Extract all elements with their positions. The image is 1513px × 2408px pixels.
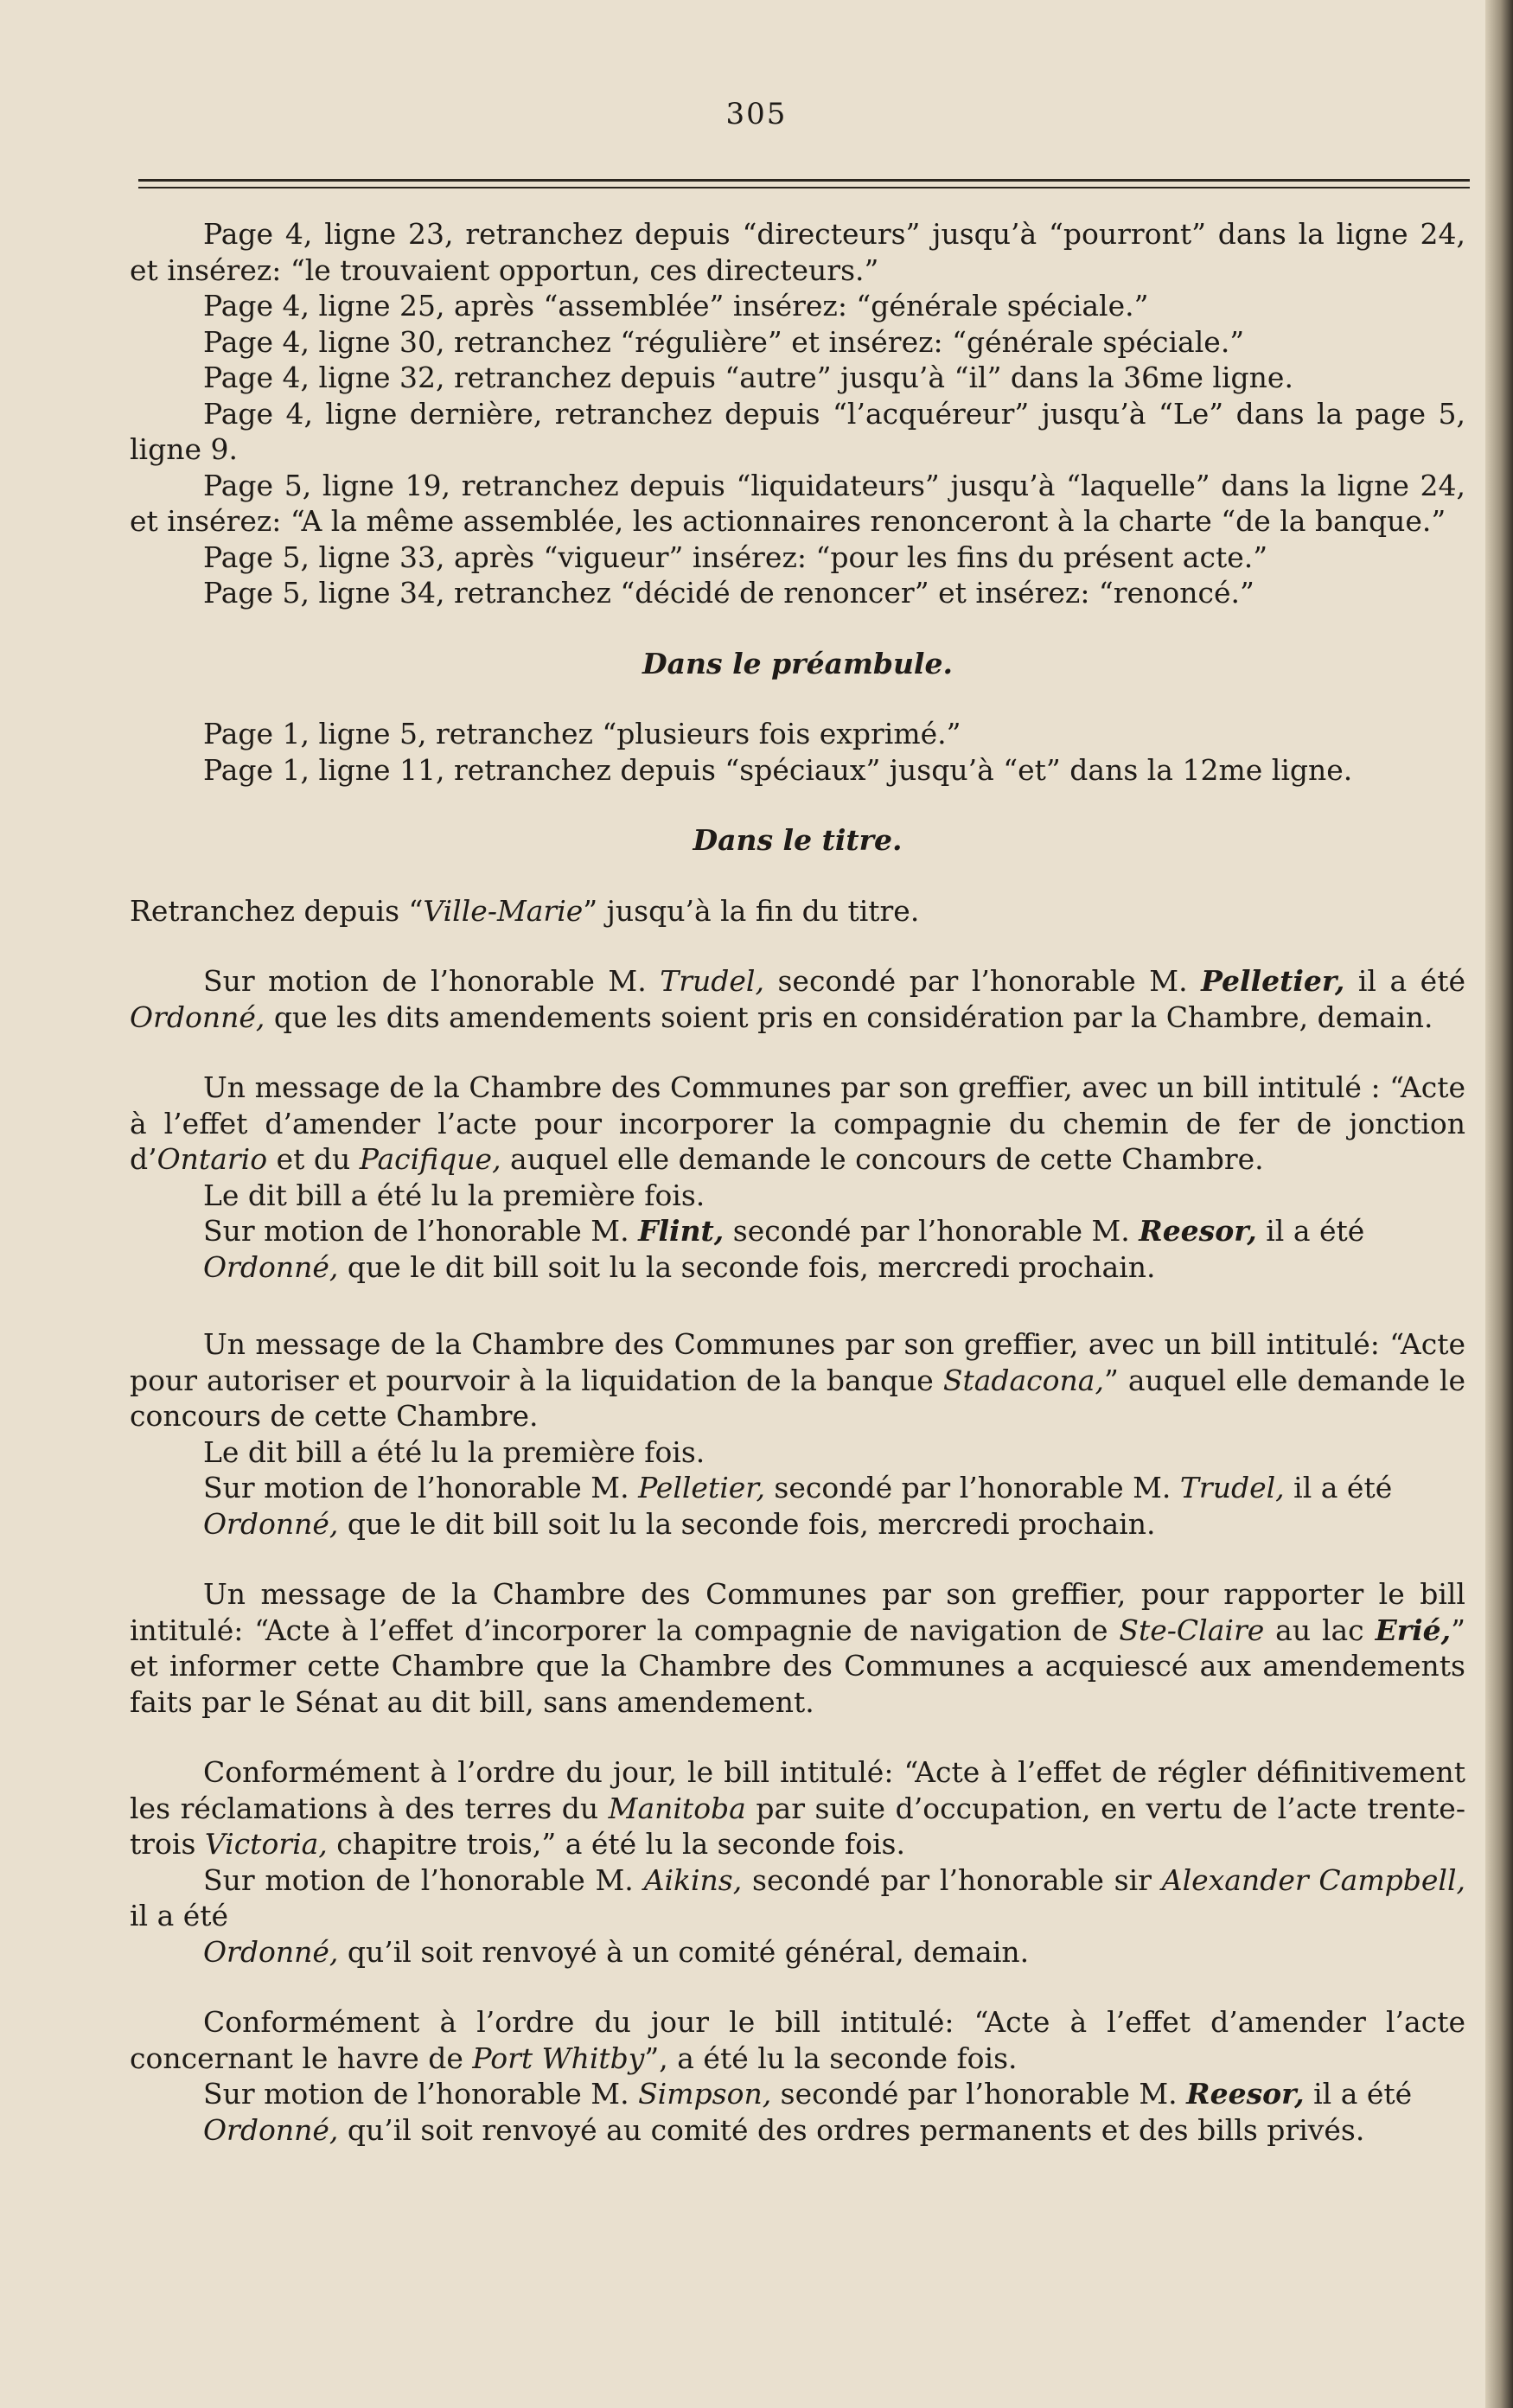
amendment-line: Page 4, ligne 30, retranchez “régulière” et insérez: “générale spéciale.”: [203, 324, 1245, 359]
message-paragraph: Un message de la Chambre des Communes par son greffier, avec un bill intitulé : “Acte à l’effet d’amender l’acte pour incorporer la compagnie du chemin de fer de jonction d’Ontario et du Pacifique, auquel elle demande le concours de cette Chambre.: [130, 1070, 1465, 1176]
page-edge-shadow: [1485, 0, 1513, 2408]
page-number: 305: [725, 97, 788, 131]
order-line: Ordonné, qu’il soit renvoyé au comité des ordres permanents et des bills privés.: [203, 2112, 1365, 2147]
message-paragraph: Un message de la Chambre des Communes par son greffier, avec un bill intitulé: “Acte pour autoriser et pourvoir à la liquidation de la banque Stadacona,” auquel elle demande le concours de cette Chambre.: [130, 1327, 1465, 1433]
header-rule: [138, 179, 1470, 182]
header-rule-thin: [138, 187, 1470, 188]
order-line: Ordonné, que le dit bill soit lu la seconde fois, mercredi prochain.: [203, 1249, 1156, 1284]
amendment-line: Page 4, ligne dernière, retranchez depuis “l’acquéreur” jusqu’à “Le” dans la page 5, ligne 9.: [130, 396, 1465, 466]
amendment-line: Page 5, ligne 34, retranchez “décidé de renoncer” et insérez: “renoncé.”: [203, 576, 1254, 610]
order-line: Ordonné, qu’il soit renvoyé à un comité général, demain.: [203, 1934, 1030, 1969]
page-body: [130, 216, 1465, 2148]
amendment-line: Page 4, ligne 32, retranchez depuis “autre” jusqu’à “il” dans la 36me ligne.: [203, 361, 1293, 394]
motion-paragraph: Sur motion de l’honorable M. Flint, secondé par l’honorable M. Reesor, il a été: [203, 1214, 1365, 1248]
order-paragraph: Conformément à l’ordre du jour le bill intitulé: “Acte à l’effet d’amender l’acte concernant le havre de Port Whitby”, a été lu la seconde fois.: [130, 2005, 1465, 2075]
reading-line: Le dit bill a été lu la première fois.: [203, 1178, 705, 1212]
motion-paragraph: Sur motion de l’honorable M. Aikins, secondé par l’honorable sir Alexander Campbell, il a été: [130, 1862, 1466, 1932]
order-paragraph: Conformément à l’ordre du jour, le bill intitulé: “Acte à l’effet de régler définitivement les réclamations à des terres du Manitoba par suite d’occupation, en vertu de l’acte trente-trois Victoria, chapitre trois,” a été lu la seconde fois.: [130, 1755, 1465, 1861]
motion-paragraph: Sur motion de l’honorable M. Simpson, secondé par l’honorable M. Reesor, il a été: [203, 2077, 1413, 2111]
message-paragraph: Un message de la Chambre des Communes par son greffier, pour rapporter le bill intitulé: “Acte à l’effet d’incorporer la compagnie de navigation de Ste-Claire au lac Erié,” et informer cette Chambre que la Chambre des Communes a acquiescé aux amendements faits par le Sénat au dit bill, sans amendement.: [130, 1577, 1465, 1719]
amendment-line: Page 5, ligne 33, après “vigueur” insérez: “pour les fins du présent acte.”: [203, 540, 1268, 574]
preamble-line: Page 1, ligne 5, retranchez “plusieurs fois exprimé.”: [203, 717, 961, 751]
preamble-line: Page 1, ligne 11, retranchez depuis “spéciaux” jusqu’à “et” dans la 12me ligne.: [203, 752, 1353, 787]
order-line: Ordonné, que le dit bill soit lu la seconde fois, mercredi prochain.: [203, 1506, 1156, 1541]
title-amendment: Retranchez depuis “Ville-Marie” jusqu’à la fin du titre.: [130, 893, 920, 928]
motion-paragraph: Sur motion de l’honorable M. Trudel, secondé par l’honorable M. Pelletier, il a été Ordonné, que les dits amendements soient pris en considération par la Chambre, demain.: [130, 964, 1466, 1034]
title-heading: Dans le titre.: [693, 823, 903, 857]
reading-line: Le dit bill a été lu la première fois.: [203, 1434, 705, 1469]
preamble-heading: Dans le préambule.: [642, 646, 953, 680]
motion-paragraph: Sur motion de l’honorable M. Pelletier, secondé par l’honorable M. Trudel, il a été: [203, 1471, 1393, 1504]
amendment-line: Page 4, ligne 23, retranchez depuis “directeurs” jusqu’à “pourront” dans la ligne 24, et insérez: “le trouvaient opportun, ces directeurs.”: [130, 217, 1465, 287]
amendment-line: Page 5, ligne 19, retranchez depuis “liquidateurs” jusqu’à “laquelle” dans la ligne 24, et insérez: “A la même assemblée, les actionnaires renonceront à la charte “de la banque.”: [130, 468, 1465, 538]
amendment-line: Page 4, ligne 25, après “assemblée” insérez: “générale spéciale.”: [203, 289, 1149, 323]
